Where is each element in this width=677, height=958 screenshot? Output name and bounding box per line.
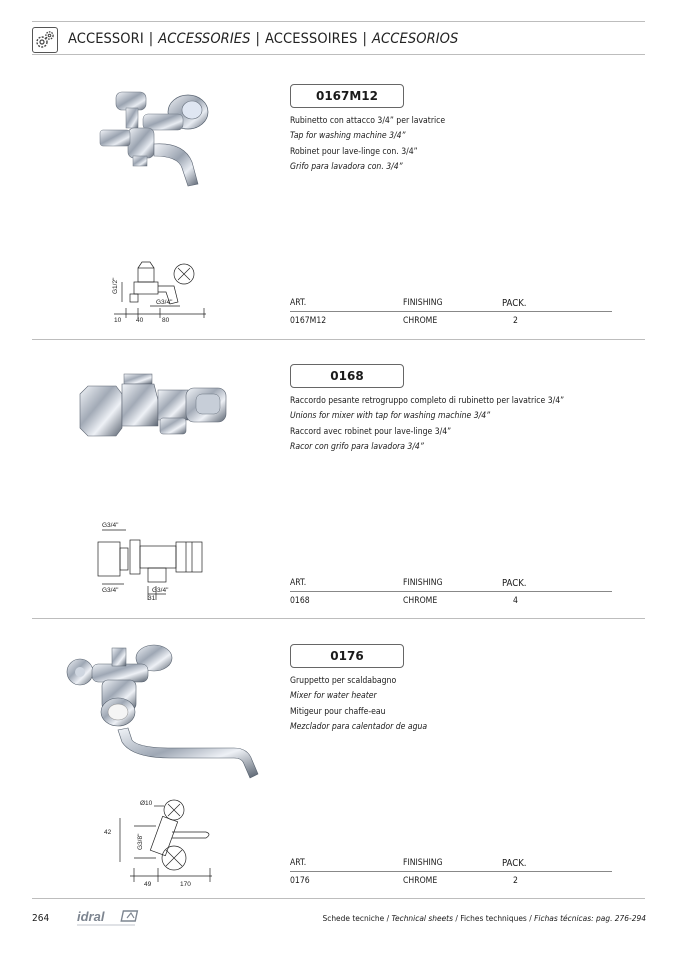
product-photo xyxy=(76,370,236,444)
section-divider xyxy=(32,618,645,619)
cell-art: 0168 xyxy=(290,596,310,606)
drawing-label: 10 xyxy=(114,317,122,324)
table-rule xyxy=(290,311,612,312)
header-top-rule xyxy=(32,21,645,22)
col-header-finishing: FINISHING xyxy=(403,858,443,868)
title-separator: | xyxy=(255,31,261,47)
ref-fr: Fiches techniques xyxy=(460,913,527,923)
cell-finishing: CHROME xyxy=(403,596,438,606)
cell-art: 0167M12 xyxy=(290,316,327,326)
title-fr: ACCESSOIRES xyxy=(265,31,358,47)
cell-pack: 4 xyxy=(513,596,518,606)
page-number: 264 xyxy=(32,913,50,924)
gears-icon xyxy=(32,27,58,53)
desc-it: Gruppetto per scaldabagno xyxy=(290,676,397,686)
product-section-0176 xyxy=(0,644,677,924)
desc-en: Tap for washing machine 3/4” xyxy=(290,131,406,142)
col-header-art: ART. xyxy=(290,858,307,868)
title-it: ACCESSORI xyxy=(68,31,144,47)
product-code: 0167M12 xyxy=(290,84,404,108)
desc-fr: Raccord avec robinet pour lave-linge 3/4” xyxy=(290,426,452,437)
ref-sep: / xyxy=(526,913,535,923)
drawing-label: 80 xyxy=(162,317,170,324)
ref-sep: / xyxy=(384,913,392,923)
cell-pack: 2 xyxy=(513,876,518,886)
drawing-label: G3/4" xyxy=(152,587,169,594)
drawing-label: 170 xyxy=(180,881,191,888)
drawing-label: G3/8" xyxy=(137,833,144,850)
drawing-label: G3/4" xyxy=(102,522,119,529)
drawing-label: 49 xyxy=(144,881,152,888)
title-separator: | xyxy=(362,31,368,47)
drawing-label: G3/4" xyxy=(102,587,119,594)
cell-finishing: CHROME xyxy=(403,876,438,886)
technical-drawing xyxy=(104,258,224,328)
desc-en: Unions for mixer with tap for washing machine 3/4” xyxy=(290,411,491,422)
logo-text: idral xyxy=(77,909,105,924)
col-header-pack: PACK. xyxy=(502,298,527,309)
title-en: ACCESSORIES xyxy=(158,31,251,47)
product-code: 0168 xyxy=(290,364,404,388)
drawing-label: 42 xyxy=(104,829,112,836)
cell-pack: 2 xyxy=(513,316,518,326)
title-separator: | xyxy=(148,31,154,47)
desc-fr: Robinet pour lave-linge con. 3/4” xyxy=(290,146,418,157)
drawing-label: G1/2" xyxy=(112,277,119,294)
section-divider xyxy=(32,339,645,340)
desc-it: Raccordo pesante retrogruppo completo di rubinetto per lavatrice 3/4” xyxy=(290,396,565,406)
col-header-pack: PACK. xyxy=(502,858,527,869)
technical-drawing xyxy=(96,518,216,606)
page-title xyxy=(68,31,458,47)
col-header-finishing: FINISHING xyxy=(403,298,443,308)
col-header-art: ART. xyxy=(290,298,307,308)
product-description xyxy=(290,394,564,455)
desc-es: Racor con grifo para lavadora 3/4” xyxy=(290,441,424,452)
product-description xyxy=(290,114,445,175)
brand-logo xyxy=(77,908,141,928)
product-section-0168 xyxy=(0,364,677,644)
drawing-label: G3/4" xyxy=(156,299,173,306)
desc-fr: Mitigeur pour chaffe-eau xyxy=(290,706,386,717)
drawing-label: Ø10 xyxy=(140,800,153,807)
product-photo xyxy=(62,644,272,798)
ref-en: Technical sheets xyxy=(391,913,453,923)
table-rule xyxy=(290,591,612,592)
product-code: 0176 xyxy=(290,644,404,668)
table-rule xyxy=(290,871,612,872)
ref-it: Schede tecniche xyxy=(322,913,385,923)
footer-rule xyxy=(32,898,645,899)
desc-es: Grifo para lavadora con. 3/4” xyxy=(290,161,403,172)
cell-finishing: CHROME xyxy=(403,316,438,326)
col-header-pack: PACK. xyxy=(502,578,527,589)
col-header-art: ART. xyxy=(290,578,307,588)
drawing-label: 40 xyxy=(136,317,144,324)
product-description xyxy=(290,674,427,735)
title-es: ACCESORIOS xyxy=(372,31,459,47)
desc-it: Rubinetto con attacco 3/4” per lavatrice xyxy=(290,116,446,126)
desc-es: Mezclador para calentador de agua xyxy=(290,721,428,732)
drawing-label: 31 xyxy=(148,595,156,602)
product-section-0167M12 xyxy=(0,84,677,364)
product-photo xyxy=(88,84,218,198)
ref-sep: / xyxy=(452,913,461,923)
desc-en: Mixer for water heater xyxy=(290,691,377,702)
col-header-finishing: FINISHING xyxy=(403,578,443,588)
technical-drawing xyxy=(100,798,220,892)
footer-reference xyxy=(322,913,646,923)
ref-es: Fichas técnicas: pag. 276-294 xyxy=(534,913,646,923)
cell-art: 0176 xyxy=(290,876,310,886)
header-bottom-rule xyxy=(32,54,645,55)
